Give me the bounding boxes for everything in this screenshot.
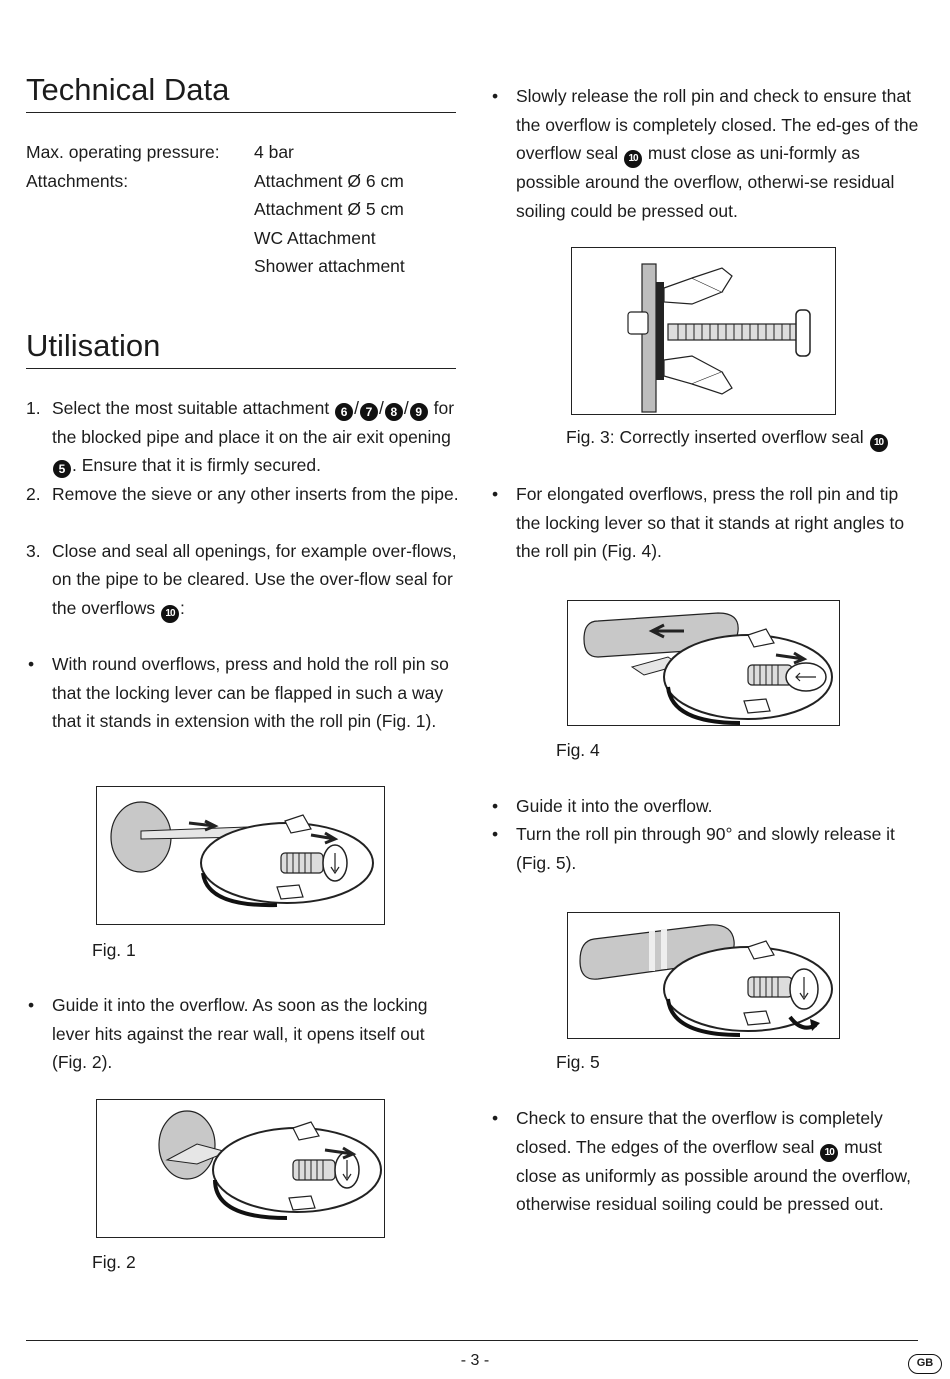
turned-overflow-seal-illustration <box>568 913 839 1038</box>
number-badge: 10 <box>624 150 642 168</box>
figure-4 <box>567 600 840 726</box>
bullet-text-part: Check to ensure that the overflow is completely closed. The edges of the overflow seal <box>516 1108 883 1157</box>
step-2 <box>26 480 462 538</box>
step-text-part: : <box>179 597 185 618</box>
bullet-text-part: Slowly release the roll pin and check to ensure that the overflow is completely closed. The ed-ges of the overflow seal <box>516 86 919 163</box>
overflow-seal-illustration <box>97 1100 384 1237</box>
bullet-dot: • <box>492 484 499 504</box>
bullet-text-part: must close as uniformly as possible around the overflow, otherwise residual soiling could be pressed out. <box>516 1136 911 1214</box>
bullet-text <box>516 1104 920 1219</box>
language-badge: GB <box>908 1354 942 1374</box>
tech-value: 4 bar <box>254 142 294 162</box>
bullet-elongated-overflows <box>490 480 920 566</box>
bullet-check-closed <box>490 1104 920 1218</box>
number-badge: 10 <box>820 1144 838 1162</box>
figure-3 <box>571 247 836 415</box>
bullet-dot: • <box>492 86 499 106</box>
figure-5 <box>567 912 840 1039</box>
figure-2 <box>96 1099 385 1238</box>
tech-value: Attachment Ø 5 cm <box>254 199 404 219</box>
number-badge: 6 <box>335 403 353 421</box>
bullet-text: Guide it into the overflow. As soon as the locking lever hits against the rear wall, it opens itself out (Fig. 2). <box>52 995 428 1072</box>
number-badge: 7 <box>360 403 378 421</box>
number-badge: 5 <box>53 460 71 478</box>
bullet-text: For elongated overflows, press the roll pin and tip the locking lever so that it stands at right angles to the roll pin (Fig. 4). <box>516 484 905 561</box>
separator: / <box>378 398 384 418</box>
bullet-text <box>516 82 920 225</box>
figure-3-caption <box>566 425 889 452</box>
step-text <box>52 537 462 623</box>
bullet-dot: • <box>492 824 499 844</box>
step-text-part: Close and seal all openings, for example over-flows, on the pipe to be cleared. Use the over-flow seal for the overflows <box>52 540 457 618</box>
bullet-guide-into-overflow <box>490 792 920 822</box>
inserted-overflow-seal-illustration <box>572 248 835 414</box>
step-number: 3. <box>26 540 41 561</box>
separator: / <box>403 398 409 418</box>
bullet-text-part: must close as uni-formly as possible around the overflow, otherwi-se residual soiling could be pressed out. <box>516 143 895 221</box>
step-text-part: Select the most suitable attachment <box>52 398 330 418</box>
footer-divider <box>26 1340 918 1341</box>
elongated-overflow-seal-illustration <box>568 601 839 725</box>
separator: / <box>354 398 359 418</box>
caption-text: Fig. 3: Correctly inserted overflow seal <box>566 427 864 447</box>
tech-value: Shower attachment <box>254 256 405 276</box>
bullet-text: Guide it into the overflow. <box>516 796 713 816</box>
bullet-dot: • <box>28 995 35 1015</box>
step-number: 1. <box>26 398 41 418</box>
tech-label: Attachments: <box>26 170 129 191</box>
step-text <box>52 394 462 480</box>
step-text: Remove the sieve or any other inserts from the pipe. <box>52 483 459 504</box>
technical-data-heading: Technical Data <box>26 72 456 113</box>
overflow-seal-illustration <box>97 787 384 924</box>
page-number: - 3 - <box>460 1352 490 1369</box>
bullet-dot: • <box>28 654 35 674</box>
number-badge: 10 <box>870 434 888 452</box>
bullet-text: With round overflows, press and hold the roll pin so that the locking lever can be flapped in such a way that it stands in extension with the roll pin (Fig. 1). <box>52 654 449 731</box>
bullet-guide-overflow <box>26 991 464 1077</box>
figure-1 <box>96 786 385 925</box>
bullet-text: Turn the roll pin through 90° and slowly release it (Fig. 5). <box>516 824 895 873</box>
bullet-round-overflows <box>26 650 464 764</box>
utilisation-heading: Utilisation <box>26 328 456 369</box>
figure-1-caption: Fig. 1 <box>92 940 136 960</box>
bullet-dot: • <box>492 796 499 816</box>
step-3 <box>26 537 462 623</box>
tech-value: WC Attachment <box>254 227 376 248</box>
step-number: 2. <box>26 483 41 504</box>
tech-label: Max. operating pressure: <box>26 142 220 162</box>
figure-4-caption: Fig. 4 <box>556 740 600 760</box>
step-text-part: . Ensure that it is firmly secured. <box>72 455 321 475</box>
number-badge: 9 <box>410 403 428 421</box>
bullet-turn-roll-pin <box>490 820 920 878</box>
figure-2-caption: Fig. 2 <box>92 1252 136 1272</box>
number-badge: 10 <box>161 605 179 623</box>
step-1 <box>26 394 462 480</box>
tech-value: Attachment Ø 6 cm <box>254 170 404 191</box>
bullet-release-roll-pin <box>490 82 920 224</box>
bullet-dot: • <box>492 1108 499 1128</box>
step-text-part: for the blocked pipe and place it on the air exit opening <box>52 398 455 447</box>
figure-5-caption: Fig. 5 <box>556 1052 600 1072</box>
number-badge: 8 <box>385 403 403 421</box>
